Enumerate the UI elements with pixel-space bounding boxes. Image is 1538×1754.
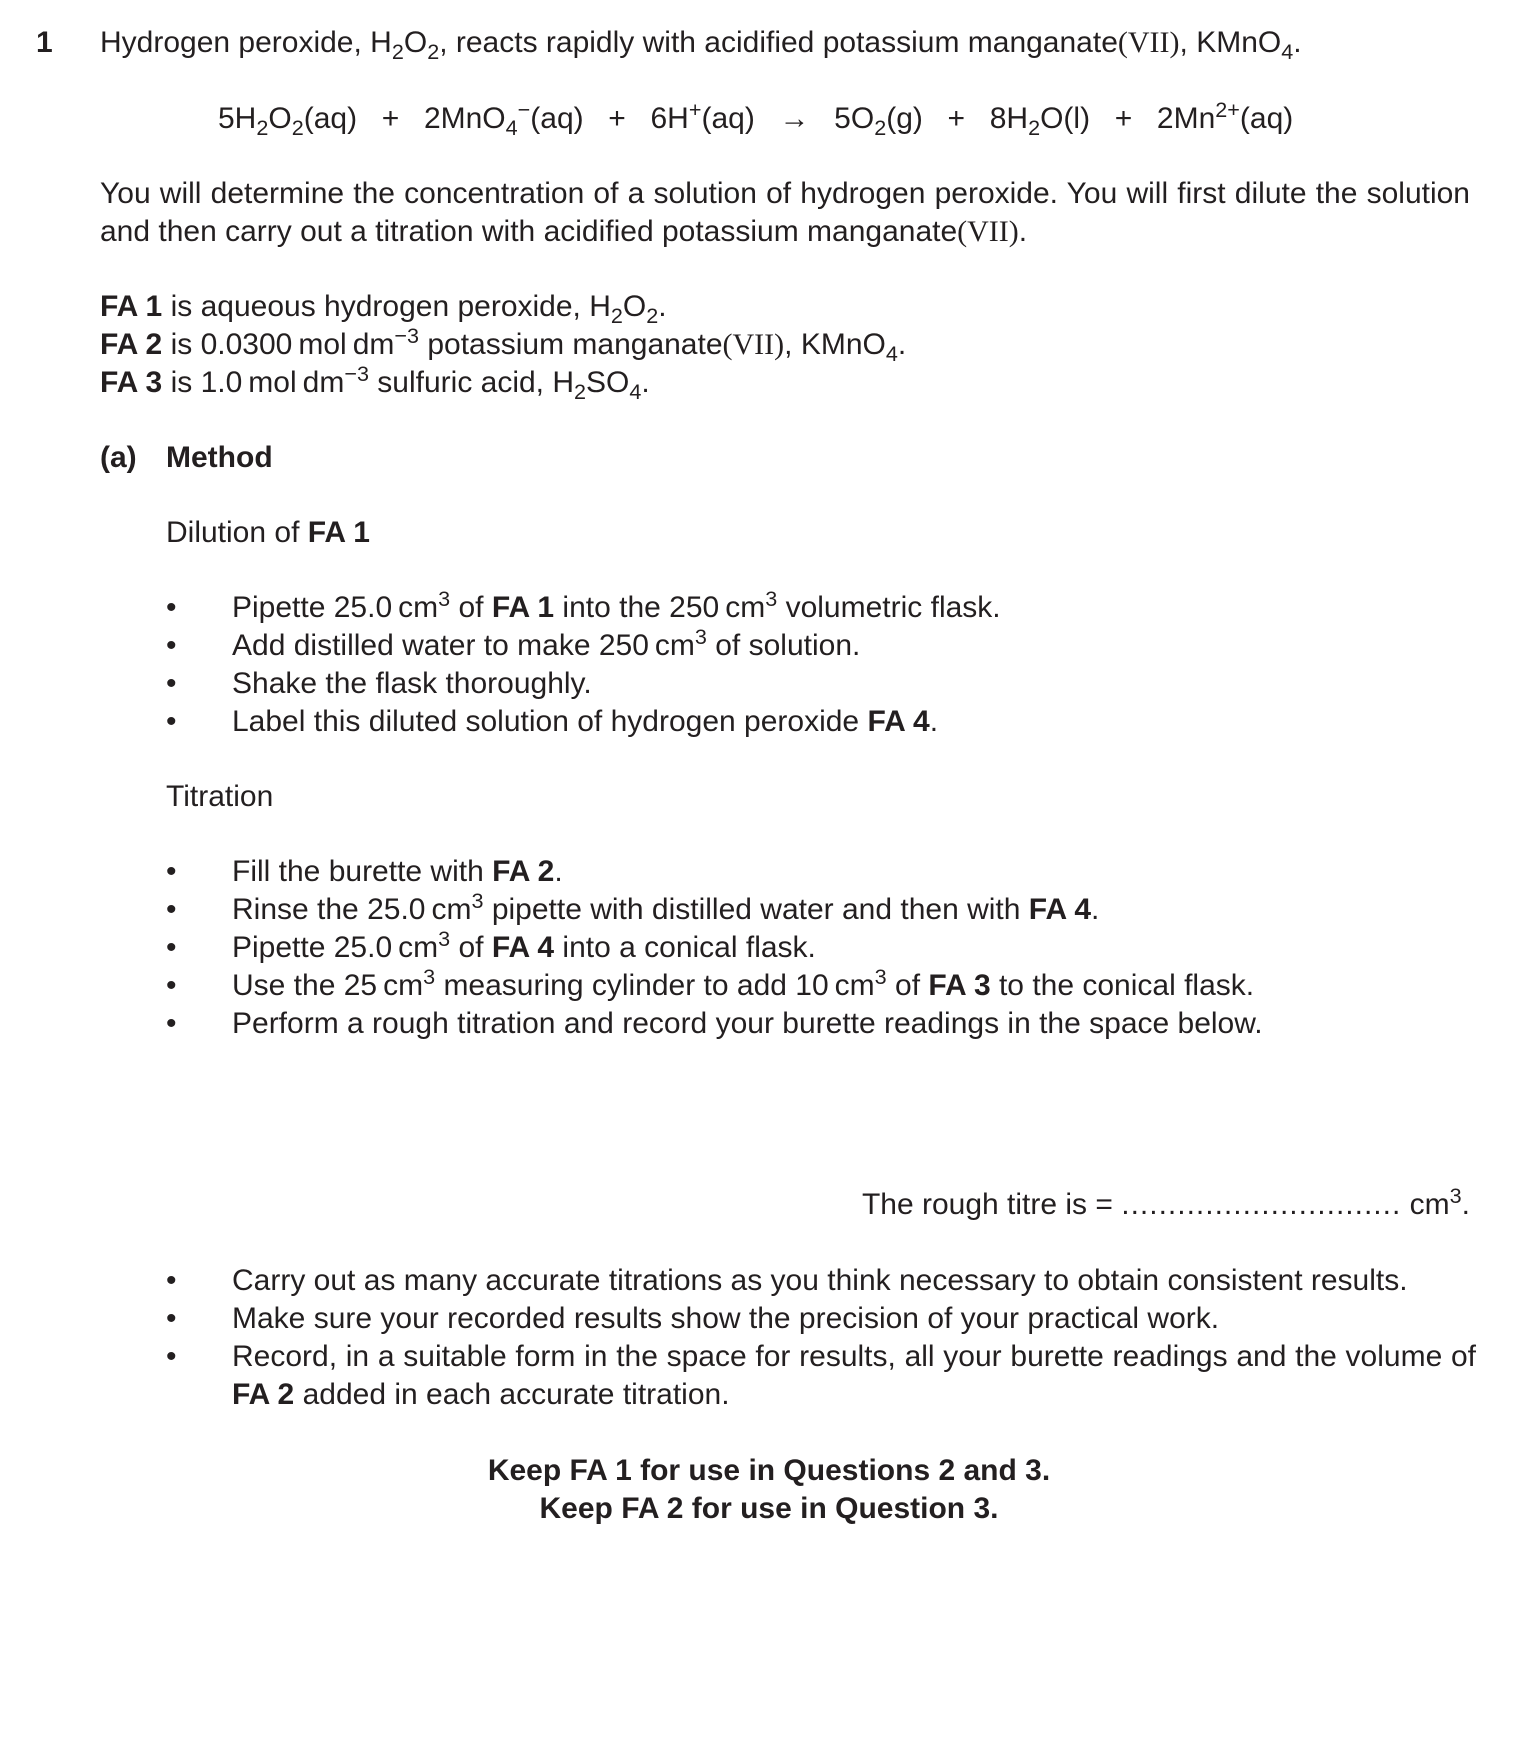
part-title: Method [166,441,273,474]
keep-notice-line-2: Keep FA 2 for use in Question 3. [539,1492,999,1525]
list-item: • Use the 25 $cm^3$ measuring cylinder to add 10 $cm^3$ of FA 3 to the conical flask. [166,967,1476,1005]
reagent-fa1: FA 1 is aqueous hydrogen peroxide, $H_2O_2$. [100,290,667,328]
list-item: • Record, in a suitable form in the space for results, all your burette readings and the volume of FA 2 added in each accurate titration. [166,1338,1476,1414]
reagent-fa3: FA 3 is 1.0 mol $dm^{-3}$ sulfuric acid, $H_2SO_4$. [100,361,650,404]
part-label: (a) [100,441,137,474]
list-item: • Label this diluted solution of hydrogen peroxide FA 4. [166,703,1476,741]
list-item: • Shake the flask thoroughly. [166,665,1476,703]
reagent-list [100,288,906,402]
answer-blank[interactable]: .............................. [1121,1188,1402,1221]
reagent-fa2: FA 2 is 0.0300 mol $dm^{-3}$ potassium manganate(VII), KMnO$_4$. [100,323,907,366]
list-item: • Rinse the 25.0 $cm^3$ pipette with distilled water and then with FA 4. [166,891,1476,929]
rough-titre-label: The rough titre is = [861,1188,1122,1221]
accurate-titration-steps [166,1262,1476,1414]
list-item: • Add distilled water to make 250 $cm^3$ of solution. [166,627,1476,665]
keep-notice [0,1452,1538,1528]
list-item: • Fill the burette with FA 2. [166,853,1476,891]
part-a-heading [100,439,273,477]
instruction-paragraph: You will determine the concentration of a solution of hydrogen peroxide. You will first dilute the solution and then carry out a titration with acidified potassium manganate(VII). [100,177,1470,248]
rough-titre-unit: cm [1401,1188,1450,1221]
question-intro: Hydrogen peroxide, $H_2O_2$, reacts rapidly with acidified potassium manganate(VII), KMnO$_4$. [100,26,1302,64]
reaction-equation: $5H_2O_2(aq) + 2MnO_4^-(aq) + 6H^+(aq) \to 5O_2(g) + 8H_2O(l) + 2Mn^{2+}(aq)$ [218,97,1294,140]
list-item: • Pipette 25.0 $cm^3$ of FA 1 into the 250 $cm^3$ volumetric flask. [166,589,1476,627]
list-item: • Perform a rough titration and record your burette readings in the space below. [166,1005,1476,1043]
list-item: • Pipette 25.0 $cm^3$ of FA 4 into a conical flask. [166,929,1476,967]
dilution-heading: Dilution of FA 1 [166,516,370,549]
dilution-steps [166,586,1476,741]
titration-steps [166,853,1476,1043]
keep-notice-line-1: Keep FA 1 for use in Questions 2 and 3. [487,1454,1051,1487]
rough-titre-answer-line: The rough titre is = .............................. $cm^3$. [861,1183,1470,1221]
question-number: 1 [36,26,53,59]
titration-heading: Titration [166,780,274,813]
list-item: • Make sure your recorded results show the precision of your practical work. [166,1300,1476,1338]
list-item: • Carry out as many accurate titrations as you think necessary to obtain consistent results. [166,1262,1476,1300]
